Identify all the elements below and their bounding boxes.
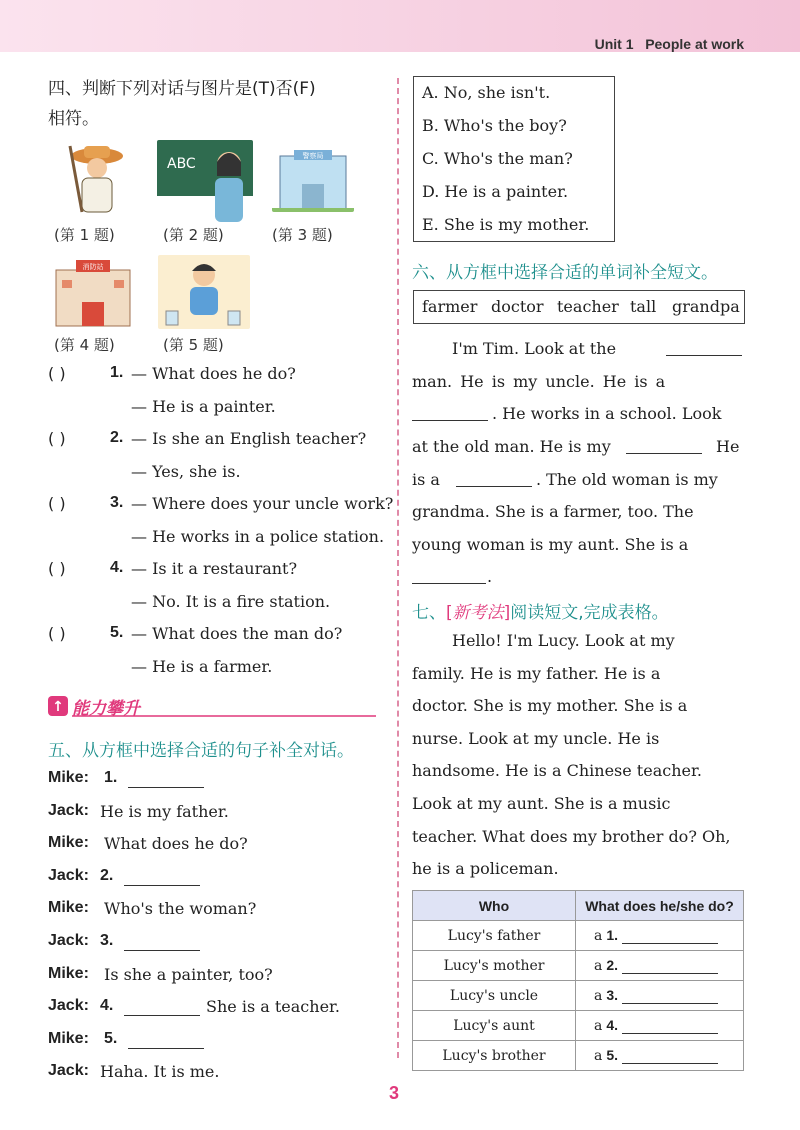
dialogue-text: Who's the woman? (104, 899, 257, 919)
speaker-label: Jack: (48, 866, 89, 884)
section7-prefix: 七、 (412, 603, 446, 623)
word-option: tall (630, 297, 657, 316)
farmer-picture (62, 142, 132, 220)
article-a: a (594, 1018, 603, 1034)
s6-blank-2[interactable] (412, 420, 488, 421)
word-option: grandpa (672, 297, 740, 316)
speaker-label: Mike: (48, 964, 89, 982)
section7-title-row: 七、[新考法]阅读短文,完成表格。 (412, 603, 669, 623)
row-number: 2. (606, 957, 619, 973)
answer-blank[interactable] (622, 1019, 718, 1034)
table-header-row (413, 891, 744, 921)
s6-line-1: I'm Tim. Look at the (452, 339, 617, 358)
option-item: D. He is a painter. (422, 182, 569, 201)
word-option: farmer (422, 297, 478, 316)
dialogue-number: 3. (100, 932, 114, 949)
question-number: 4. (110, 559, 124, 576)
question-text: — Is it a restaurant? (131, 559, 298, 578)
speaker-label: Jack: (48, 997, 89, 1015)
dialogue-blank[interactable] (124, 1015, 200, 1016)
s6-line-6: grandma. She is a farmer, too. The (412, 502, 694, 521)
article-a: a (594, 1048, 603, 1064)
column-divider (397, 78, 399, 1058)
caption-3: (第 3 题) (272, 226, 333, 244)
option-item: C. Who's the man? (422, 149, 573, 168)
table-row (413, 1011, 744, 1041)
table-cell-who: Lucy's aunt (413, 1011, 576, 1041)
section6-title: 六、从方框中选择合适的单词补全短文。 (412, 263, 718, 283)
passage-line: doctor. She is my mother. She is a (412, 696, 688, 716)
word-option: teacher (557, 297, 619, 316)
table-row (413, 1041, 744, 1071)
dialogue-text: He is my father. (100, 801, 229, 821)
board-text: ABC (167, 156, 196, 172)
option-item: E. She is my mother. (422, 215, 590, 234)
s6-line-2: man. He is my uncle. He is a (412, 372, 666, 391)
question-text: — What does he do? (131, 364, 296, 383)
question-text: — Is she an English teacher? (131, 429, 367, 448)
section7-title: 阅读短文,完成表格。 (510, 603, 669, 623)
table-header-who: Who (413, 891, 576, 921)
dialogue-blank[interactable] (124, 885, 200, 886)
table-cell-who: Lucy's mother (413, 951, 576, 981)
section4-title-cont: 相符。 (48, 109, 99, 129)
caption-4: (第 4 题) (54, 336, 115, 354)
article-a: a (594, 928, 603, 944)
scientist-picture (158, 255, 250, 329)
question-number: 2. (110, 429, 124, 446)
answer-blank[interactable] (622, 1049, 718, 1064)
s6-line-4b: He (716, 437, 740, 456)
teacher-picture (157, 140, 253, 222)
dialogue-blank[interactable] (124, 950, 200, 951)
dialogue-text: Is she a painter, too? (104, 964, 273, 984)
speaker-label: Mike: (48, 1029, 89, 1047)
answer-paren[interactable]: ( ) (48, 559, 66, 578)
s6-line-5: is a (412, 470, 440, 489)
page-number: 3 (389, 1083, 400, 1103)
svg-text:↑: ↑ (52, 699, 64, 715)
caption-1: (第 1 题) (54, 226, 115, 244)
answer-text: — No. It is a fire station. (131, 592, 331, 611)
unit-header (595, 36, 744, 52)
row-number: 5. (606, 1047, 619, 1063)
dialogue-blank[interactable] (128, 787, 204, 788)
answer-text: — Yes, she is. (131, 462, 241, 481)
caption-2: (第 2 题) (163, 226, 224, 244)
section5-title: 五、从方框中选择合适的句子补全对话。 (48, 741, 354, 761)
table-header-job: What does he/she do? (576, 891, 744, 921)
row-number: 4. (606, 1017, 619, 1033)
unit-label: Unit 1 (594, 36, 634, 52)
question-number: 3. (110, 494, 124, 511)
question-text: — Where does your uncle work? (131, 494, 394, 513)
police-station-picture (272, 146, 354, 212)
table-cell-job (576, 981, 744, 1011)
answer-blank[interactable] (622, 929, 718, 944)
table-cell-job (576, 1041, 744, 1071)
table-cell-job (576, 1011, 744, 1041)
dialogue-number: 4. (100, 997, 114, 1015)
question-number: 1. (110, 364, 124, 381)
passage-line: nurse. Look at my uncle. He is (412, 728, 660, 748)
s6-blank-3[interactable] (626, 453, 702, 454)
answer-paren[interactable]: ( ) (48, 364, 66, 383)
article-a: a (594, 958, 603, 974)
table-row (413, 981, 744, 1011)
caption-5: (第 5 题) (163, 336, 224, 354)
s6-line-3: . He works in a school. Look (492, 404, 722, 423)
table-row (413, 921, 744, 951)
answer-paren[interactable]: ( ) (48, 494, 66, 513)
passage-line: family. He is my father. He is a (412, 663, 661, 683)
table-cell-who: Lucy's brother (413, 1041, 576, 1071)
table-row (413, 951, 744, 981)
answer-text: — He is a farmer. (131, 657, 273, 676)
answer-blank[interactable] (622, 959, 718, 974)
row-number: 1. (606, 927, 619, 943)
answer-paren[interactable]: ( ) (48, 624, 66, 643)
answer-blank[interactable] (622, 989, 718, 1004)
answer-table (412, 890, 744, 1071)
passage-line: Hello! I'm Lucy. Look at my (452, 631, 675, 650)
answer-text: — He works in a police station. (131, 527, 385, 546)
section4-title: 四、判断下列对话与图片是(T)否(F) (48, 79, 316, 99)
s6-line-4: at the old man. He is my (412, 437, 611, 456)
s6-line-7: young woman is my aunt. She is a (412, 535, 689, 554)
new-method-tag: 新考法 (452, 603, 504, 623)
speaker-label: Mike: (48, 769, 89, 786)
fire-station-picture (52, 258, 134, 328)
s6-line-5b: . The old woman is my (536, 470, 718, 489)
fire-sign-text: 消防站 (82, 263, 104, 271)
answer-text: — He is a painter. (131, 397, 276, 416)
table-cell-job (576, 921, 744, 951)
answer-paren[interactable]: ( ) (48, 429, 66, 448)
option-item: A. No, she isn't. (422, 83, 551, 102)
word-option: doctor (491, 297, 544, 316)
dialogue-number: 1. (104, 769, 118, 786)
table-cell-who: Lucy's father (413, 921, 576, 951)
speaker-label: Mike: (48, 899, 89, 917)
table-cell-job (576, 951, 744, 981)
passage-line: teacher. What does my brother do? Oh, (412, 826, 731, 846)
police-sign-text: 警察局 (302, 152, 324, 160)
passage-line: handsome. He is a Chinese teacher. (412, 761, 702, 781)
dialogue-blank[interactable] (128, 1048, 204, 1049)
option-item: B. Who's the boy? (422, 116, 567, 135)
speaker-label: Mike: (48, 834, 89, 852)
speaker-label: Jack: (48, 801, 89, 819)
speaker-label: Jack: (48, 1062, 89, 1080)
speaker-label: Jack: (48, 932, 89, 949)
s6-line-8: . (487, 567, 493, 586)
s6-blank-4[interactable] (456, 486, 532, 487)
dialogue-text: What does he do? (104, 834, 248, 854)
dialogue-number: 2. (100, 866, 114, 884)
table-cell-who: Lucy's uncle (413, 981, 576, 1011)
article-a: a (594, 988, 603, 1004)
row-number: 3. (606, 987, 619, 1003)
unit-title: People at work (645, 36, 744, 52)
passage-line: he is a policeman. (412, 859, 559, 879)
ability-label: 能力攀升 (72, 699, 140, 719)
dialogue-text: Haha. It is me. (100, 1062, 220, 1082)
s6-blank-1[interactable] (666, 355, 742, 356)
question-text: — What does the man do? (131, 624, 343, 643)
dialogue-number: 5. (104, 1029, 118, 1047)
question-number: 5. (110, 624, 124, 641)
dialogue-tail: She is a teacher. (206, 997, 341, 1017)
passage-line: Look at my aunt. She is a music (412, 794, 671, 813)
s6-blank-5[interactable] (412, 583, 486, 584)
